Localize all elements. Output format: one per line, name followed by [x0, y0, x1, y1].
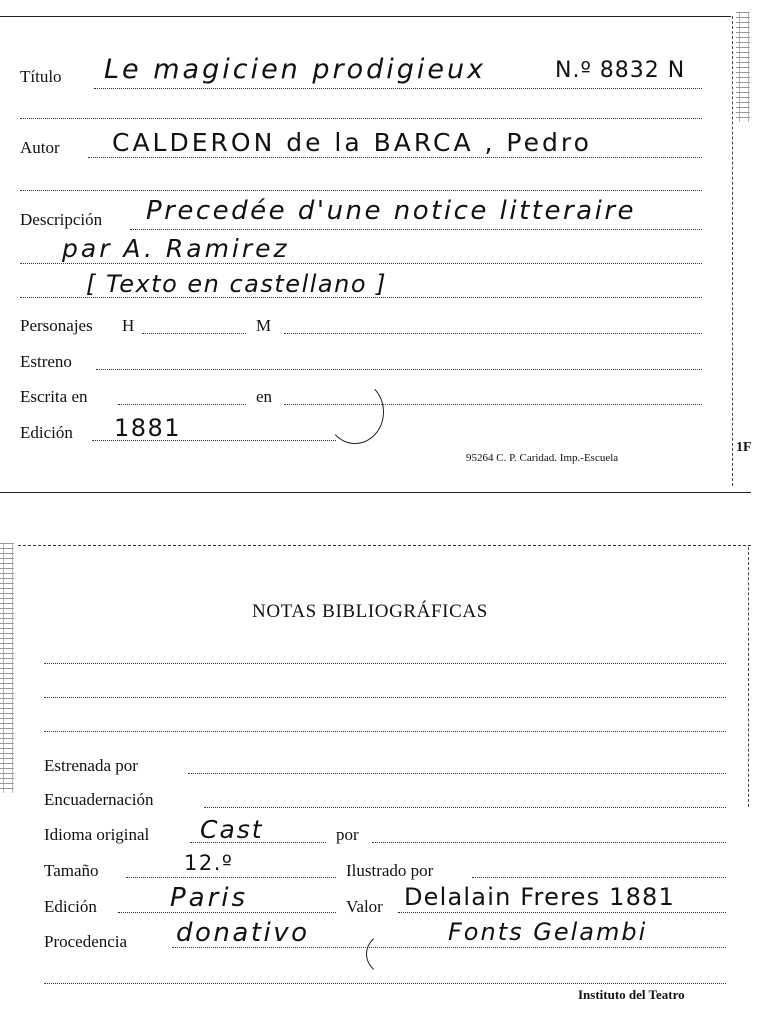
edicion-value: 1881	[114, 414, 182, 442]
personajes-m-line	[284, 333, 702, 334]
titulo-extra-line	[20, 118, 702, 119]
escrita-en-line	[118, 404, 246, 405]
catalog-card-front	[0, 0, 759, 495]
tamano-line	[126, 877, 336, 878]
titulo-value: Le magicien prodigieux	[104, 54, 487, 85]
notas-line-3	[44, 731, 726, 732]
descripcion-line-2	[20, 263, 702, 264]
notas-line-1	[44, 663, 726, 664]
autor-extra-line	[20, 190, 702, 191]
notas-heading: NOTAS BIBLIOGRÁFICAS	[252, 601, 488, 622]
notas-line-2	[44, 697, 726, 698]
descripcion-value-line-3: [ Texto en castellano ]	[86, 270, 387, 298]
personajes-h-label: H	[122, 316, 135, 335]
escrita-en-label: Escrita en	[20, 387, 88, 406]
back-edicion-value: Paris	[170, 883, 249, 913]
titulo-label: Título	[20, 67, 62, 86]
scan-noise-mark	[736, 12, 750, 122]
personajes-m-label: M	[256, 316, 272, 335]
ilustrado-por-label: Ilustrado por	[346, 861, 434, 880]
estrenada-por-label: Estrenada por	[44, 756, 138, 775]
titulo-line	[94, 88, 702, 89]
autor-label: Autor	[20, 138, 60, 157]
estreno-label: Estreno	[20, 352, 72, 371]
stamp-circle-mark	[326, 380, 384, 444]
card-right-edge	[732, 16, 733, 486]
card-bottom-edge	[0, 492, 751, 493]
footer-institution: Instituto del Teatro	[578, 987, 685, 1002]
idioma-por-label: por	[336, 825, 359, 844]
idioma-original-value: Cast	[200, 815, 264, 844]
estrenada-por-line	[188, 773, 726, 774]
personajes-label: Personajes	[20, 316, 93, 335]
card-top-edge	[18, 545, 751, 546]
descripcion-line-1	[130, 229, 702, 230]
encuadernacion-line	[204, 807, 726, 808]
catalog-card-back	[0, 535, 759, 1028]
edicion-label: Edición	[20, 423, 73, 442]
valor-label: Valor	[346, 897, 383, 916]
estreno-line	[96, 369, 702, 370]
procedencia-extra-line	[44, 983, 726, 984]
escrita-en-secondary-label: en	[256, 387, 273, 406]
valor-line	[398, 912, 726, 913]
procedencia-extra: Fonts Gelambi	[448, 918, 648, 946]
back-edicion-label: Edición	[44, 897, 97, 916]
autor-value: CALDERON de la BARCA , Pedro	[112, 128, 592, 157]
descripcion-value-line-1: Precedée d'une notice litteraire	[146, 196, 637, 226]
card-right-edge	[748, 547, 749, 807]
valor-value: Delalain Freres 1881	[404, 883, 675, 911]
personajes-h-line	[142, 333, 246, 334]
autor-line	[88, 157, 702, 158]
card-top-edge	[0, 16, 731, 17]
ilustrado-por-line	[472, 877, 726, 878]
descripcion-label: Descripción	[20, 210, 103, 229]
idioma-original-label: Idioma original	[44, 825, 150, 844]
encuadernacion-label: Encuadernación	[44, 790, 154, 809]
idioma-por-line	[372, 842, 726, 843]
stamp-circle-mark	[366, 931, 420, 977]
tamano-value: 12.º	[184, 851, 234, 875]
procedencia-label: Procedencia	[44, 932, 128, 951]
titulo-reference-number: N.º 8832 N	[555, 58, 686, 83]
printer-imprint: 95264 C. P. Caridad. Imp.-Escuela	[466, 452, 619, 464]
scan-noise-mark	[0, 543, 14, 793]
procedencia-value: donativo	[176, 918, 310, 948]
descripcion-value-line-2: par A. Ramirez	[62, 234, 290, 263]
tamano-label: Tamaño	[44, 861, 99, 880]
edge-mark: 1F	[736, 440, 752, 455]
